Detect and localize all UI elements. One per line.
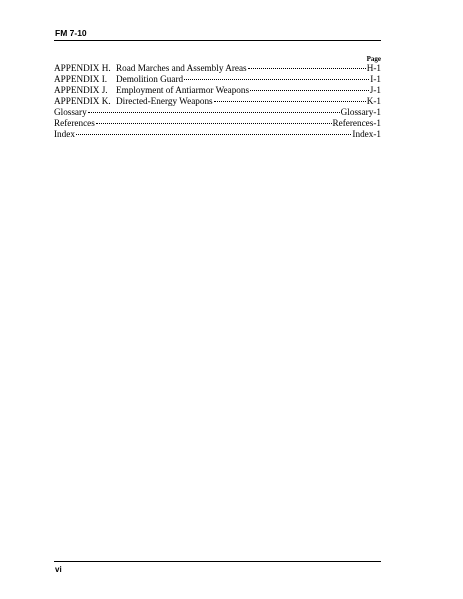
dot-leader bbox=[214, 101, 366, 102]
toc-entry-title: Demolition Guard bbox=[116, 74, 184, 84]
page-number: vi bbox=[55, 565, 62, 574]
toc-entry-title: Road Marches and Assembly Areas bbox=[116, 63, 247, 73]
table-of-contents bbox=[54, 63, 381, 140]
toc-entry-page: K-1 bbox=[366, 96, 381, 106]
document-code: FM 7-10 bbox=[55, 28, 87, 38]
toc-entry-references[interactable] bbox=[54, 118, 381, 129]
toc-entry-appendix-i[interactable] bbox=[54, 74, 381, 85]
page-column-heading: Page bbox=[366, 55, 381, 63]
toc-entry-title: Glossary bbox=[54, 107, 87, 117]
toc-entry-page: I-1 bbox=[370, 74, 381, 84]
toc-entry-prefix: APPENDIX J. bbox=[54, 85, 108, 95]
toc-entry-prefix: APPENDIX I. bbox=[54, 74, 108, 84]
toc-entry-glossary[interactable] bbox=[54, 107, 381, 118]
dot-leader bbox=[96, 123, 332, 124]
toc-entry-appendix-h[interactable] bbox=[54, 63, 381, 74]
toc-entry-title: Directed-Energy Weapons bbox=[116, 96, 213, 106]
toc-entry-index[interactable] bbox=[54, 129, 381, 140]
toc-entry-page: J-1 bbox=[369, 85, 381, 95]
toc-entry-page: Glossary-1 bbox=[340, 107, 381, 117]
toc-entry-title: Index bbox=[54, 129, 75, 139]
dot-leader bbox=[250, 90, 369, 91]
toc-entry-title: Employment of Antiarmor Weapons bbox=[116, 85, 250, 95]
toc-entry-page: H-1 bbox=[366, 63, 381, 73]
dot-leader bbox=[184, 79, 369, 80]
dot-leader bbox=[76, 134, 352, 135]
header-rule bbox=[54, 40, 381, 41]
dot-leader bbox=[248, 68, 366, 69]
toc-entry-page: Index-1 bbox=[352, 129, 381, 139]
footer-rule bbox=[54, 561, 381, 562]
toc-entry-page: References-1 bbox=[332, 118, 381, 128]
toc-entry-appendix-j[interactable] bbox=[54, 85, 381, 96]
toc-entry-title: References bbox=[54, 118, 95, 128]
toc-entry-prefix: APPENDIX K. bbox=[54, 96, 111, 106]
toc-entry-appendix-k[interactable] bbox=[54, 96, 381, 107]
dot-leader bbox=[88, 112, 340, 113]
toc-entry-prefix: APPENDIX H. bbox=[54, 63, 111, 73]
